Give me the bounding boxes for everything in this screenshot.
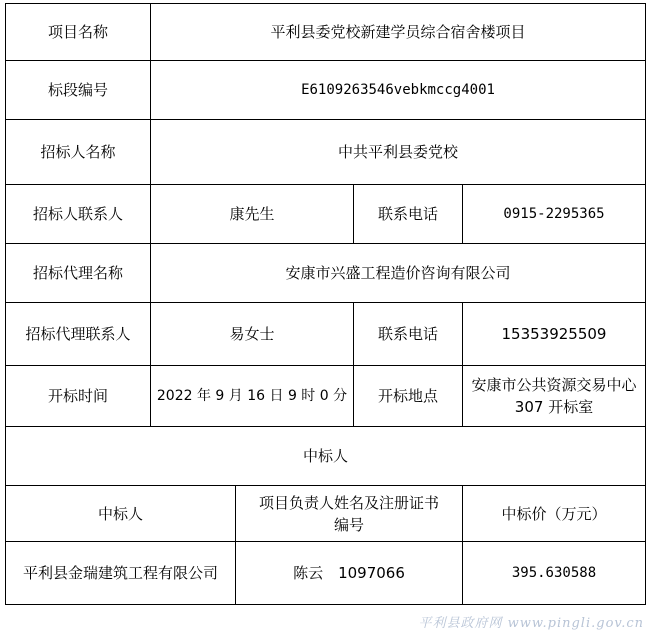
tenderer-phone-label: 联系电话 <box>353 184 463 244</box>
project-name-label: 项目名称 <box>5 3 151 61</box>
bid-result-table <box>6 4 647 606</box>
section-number-value: E6109263546vebkmccg4001 <box>150 60 646 120</box>
winner-price: 395.630588 <box>462 541 646 605</box>
site-watermark: 平利县政府网 www.pingli.gov.cn <box>418 616 644 631</box>
winner-manager: 陈云 1097066 <box>235 541 463 605</box>
tenderer-name-value: 中共平利县委党校 <box>150 119 646 185</box>
winner-header-manager: 项目负责人姓名及注册证书编号 <box>235 485 463 542</box>
winner-section-title: 中标人 <box>5 426 646 486</box>
section-number-label: 标段编号 <box>5 60 151 120</box>
opening-place-value: 安康市公共资源交易中心 307 开标室 <box>462 365 646 427</box>
agency-name-label: 招标代理名称 <box>5 243 151 303</box>
opening-time-value: 2022 年 9 月 16 日 9 时 0 分 <box>150 365 354 427</box>
agency-contact-value: 易女士 <box>150 302 354 366</box>
agency-phone-label: 联系电话 <box>353 302 463 366</box>
tenderer-contact-label: 招标人联系人 <box>5 184 151 244</box>
tenderer-name-label: 招标人名称 <box>5 119 151 185</box>
agency-name-value: 安康市兴盛工程造价咨询有限公司 <box>150 243 646 303</box>
opening-place-label: 开标地点 <box>353 365 463 427</box>
winner-company: 平利县金瑞建筑工程有限公司 <box>5 541 236 605</box>
project-name-value: 平利县委党校新建学员综合宿舍楼项目 <box>150 3 646 61</box>
winner-header-price: 中标价（万元） <box>462 485 646 542</box>
tenderer-contact-value: 康先生 <box>150 184 354 244</box>
winner-header-name: 中标人 <box>5 485 236 542</box>
opening-time-label: 开标时间 <box>5 365 151 427</box>
tenderer-phone-value: 0915-2295365 <box>462 184 646 244</box>
agency-phone-value: 15353925509 <box>462 302 646 366</box>
agency-contact-label: 招标代理联系人 <box>5 302 151 366</box>
